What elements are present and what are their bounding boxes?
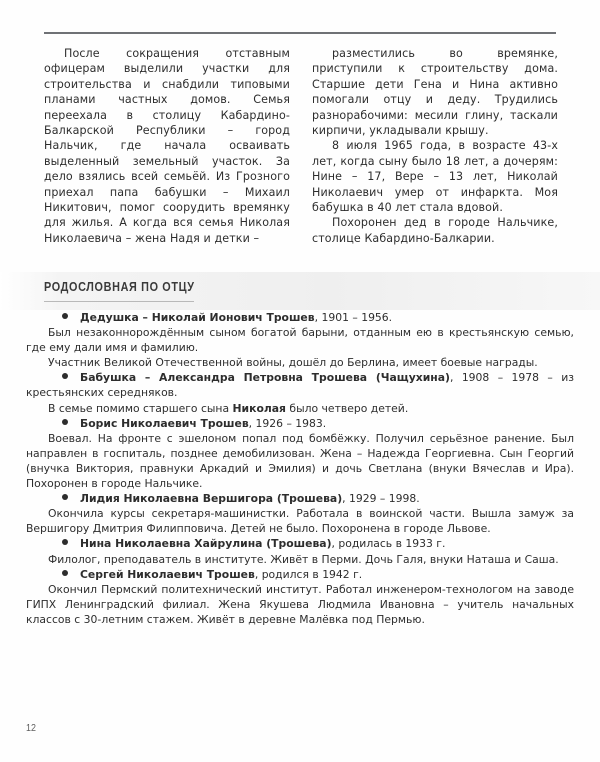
genealogy-entry-dates: , родился в 1942 г.	[254, 567, 363, 581]
genealogy-inline-bold-name: Николая	[232, 401, 286, 415]
genealogy-list	[26, 310, 574, 627]
bullet-dot-icon	[62, 373, 68, 379]
intro-right-column	[312, 46, 558, 246]
genealogy-entry-dates: , 1929 – 1998.	[342, 492, 420, 506]
genealogy-entry-dates: , 1926 – 1983.	[248, 416, 327, 430]
genealogy-entry-name: Сергей Николаевич Трошев	[80, 567, 255, 581]
genealogy-entry-heading	[26, 370, 574, 400]
intro-right-paragraph-1: разместились во времянке, приступили к строительству дома. Старшие дети Гена и Нина активно помогали отцу и деду. Трудились разнорабочими: месили глину, таскали кирпичи, укладывали крышу.	[312, 47, 558, 138]
genealogy-entry-name: Дедушка – Николай Ионович Трошев	[80, 311, 315, 324]
section-title: РОДОСЛОВНАЯ ПО ОТЦУ	[44, 280, 195, 294]
genealogy-entry-name: Бабушка – Александра Петровна Трошева (Чащухина)	[80, 371, 450, 385]
intro-right-paragraph-3: Похоронен дед в городе Нальчике, столице Кабардино-Балкарии.	[312, 216, 558, 245]
genealogy-entry-dates: , родилась в 1933 г.	[331, 537, 446, 551]
bullet-dot-icon	[62, 570, 68, 576]
intro-left-column	[44, 46, 290, 246]
intro-two-column-block	[44, 46, 558, 246]
genealogy-entry-text: Участник Великой Отечественной войны, дошёл до Берлина, имеет боевые награды.	[48, 356, 538, 370]
genealogy-entry	[26, 567, 574, 627]
genealogy-entry-name: Лидия Николаевна Вершигора (Трошева)	[80, 492, 343, 506]
genealogy-entry	[26, 536, 574, 566]
genealogy-entry-heading	[26, 536, 574, 551]
genealogy-entry-name: Борис Николаевич Трошев	[80, 416, 249, 430]
genealogy-entry-text: В семье помимо старшего сына Николая было четверо детей.	[48, 401, 409, 415]
genealogy-entry-text: Воевал. На фронте с эшелоном попал под бомбёжку. Получил серьёзное ранение. Был направлен в госпиталь, позднее демобилизован. Жена – Надежда Георгиевна. Сын Георгий (внучка Виктория, правнуки Аркадий и Эмилия) и дочь Светлана (внуки Вячеслав и Ира). Похоронен в городе Нальчике.	[26, 431, 574, 491]
genealogy-entry	[26, 310, 574, 370]
genealogy-entry-dates: , 1908 – 1978 – из крестьянских середняков.	[26, 371, 574, 400]
page-number: 12	[26, 722, 36, 734]
bullet-dot-icon	[62, 313, 68, 319]
genealogy-entry-heading	[26, 567, 574, 582]
genealogy-entry	[26, 416, 574, 491]
genealogy-entry-heading	[26, 416, 574, 431]
bullet-dot-icon	[62, 494, 68, 500]
genealogy-entry-heading	[26, 491, 574, 506]
genealogy-entry-text: Окончил Пермский политехнический институт. Работал инженером-технологом на заводе ГИПХ Ленинградский филиал. Жена Якушева Людмила Ивановна – учитель начальных классов с 30-летним стажем. Живёт в деревне Малёвка под Пермью.	[26, 582, 574, 626]
genealogy-entry-text: Окончила курсы секретаря-машинистки. Работала в воинской части. Вышла замуж за Вершигору Дмитрия Филипповича. Детей не было. Похоронена в городе Львове.	[26, 507, 574, 536]
bullet-dot-icon	[62, 539, 68, 545]
genealogy-entry-name: Нина Николаевна Хайрулина (Трошева)	[80, 537, 332, 551]
genealogy-entry-text: Был незаконнорождённым сыном богатой барыни, отданным ею в крестьянскую семью, где ему дали имя и фамилию.	[26, 326, 574, 355]
genealogy-entry	[26, 370, 574, 415]
genealogy-entry-dates: , 1901 – 1956.	[314, 311, 393, 324]
intro-right-paragraph-2: 8 июля 1965 года, в возрасте 43-х лет, когда сыну было 18 лет, а дочерям: Нине – 17, Вере – 13 лет, Николай Николаевич умер от инфаркта. Моя бабушка в 40 лет стала вдовой.	[312, 139, 558, 215]
genealogy-entry-heading	[26, 310, 574, 325]
section-title-underline	[44, 301, 194, 302]
intro-left-paragraph-1: После сокращения отставным офицерам выделили участки для строительства и снабдили типовыми планами частных домов. Семья переехала в столицу Кабардино-Балкарской Республики – город Нальчик, где начала осваивать выделенный земельный участок. За дело взялись всей семьёй. Из Грозного приехал папа бабушки – Михаил Никитович, помог соорудить времянку для жилья. А когда вся семья Николая Николаевича – жена Надя и детки –	[44, 47, 290, 245]
bullet-dot-icon	[62, 419, 68, 425]
genealogy-entry	[26, 491, 574, 536]
genealogy-entry-text: Филолог, преподаватель в институте. Живёт в Перми. Дочь Галя, внуки Наташа и Саша.	[48, 552, 559, 566]
header-rule	[44, 32, 556, 34]
